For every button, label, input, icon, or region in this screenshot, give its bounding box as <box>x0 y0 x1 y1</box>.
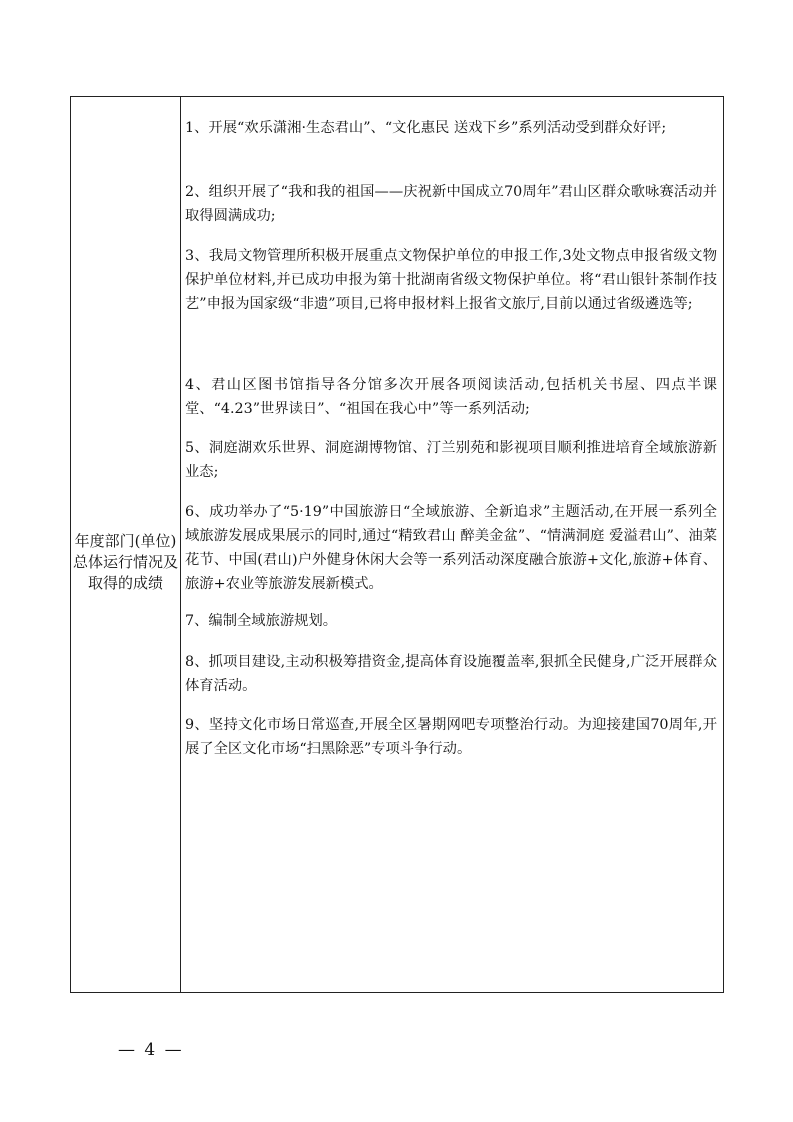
list-item: 1、开展“欢乐潇湘·生态君山”、“文化惠民 送戏下乡”系列活动受到群众好评; <box>185 120 667 136</box>
list-item: 7、编制全域旅游规划。 <box>185 613 338 629</box>
list-item: 8、抓项目建设,主动积极筹措资金,提高体育设施覆盖率,狠抓全民健身,广泛开展群众体育活动。 <box>185 654 717 694</box>
list-item: 3、我局文物管理所积极开展重点文物保护单位的申报工作,3处文物点申报省级文物保护单位材料,并已成功申报为第十批湖南省级文物保护单位。将“君山银针茶制作技艺”申报为国家级“非遗”项目,已将申报材料上报省文旅厅,目前以通过省级遴选等; <box>185 248 717 312</box>
list-item: 5、洞庭湖欢乐世界、洞庭湖博物馆、汀兰别苑和影视项目顺利推进培育全域旅游新业态; <box>185 440 717 480</box>
list-item: 6、成功举办了“5·19”中国旅游日“全域旅游、全新追求”主题活动,在开展一系列全域旅游发展成果展示的同时,通过“精致君山 醉美金盆”、“情满洞庭 爱溢君山”、油菜花节、中国(君山)户外健身休闲大会等一系列活动深度融合旅游+文化,旅游+体育、旅游+农业等旅游发展新模式。 <box>185 504 717 592</box>
report-table <box>70 96 724 993</box>
list-item: 4、君山区图书馆指导各分馆多次开展各项阅读活动,包括机关书屋、四点半课堂、“4.23”世界读日”、“祖国在我心中”等一系列活动; <box>185 377 717 417</box>
label-cell <box>71 97 181 992</box>
page-number: — 4 — <box>118 1040 184 1060</box>
row-label: 年度部门(单位)总体运行情况及取得的成绩 <box>72 531 178 592</box>
list-item: 9、坚持文化市场日常巡查,开展全区暑期网吧专项整治行动。为迎接建国70周年,开展了全区文化市场“扫黑除恶”专项斗争行动。 <box>185 717 717 757</box>
content-cell <box>181 97 723 992</box>
list-item: 2、组织开展了“我和我的祖国——庆祝新中国成立70周年”君山区群众歌咏赛活动并取得圆满成功; <box>185 184 717 224</box>
